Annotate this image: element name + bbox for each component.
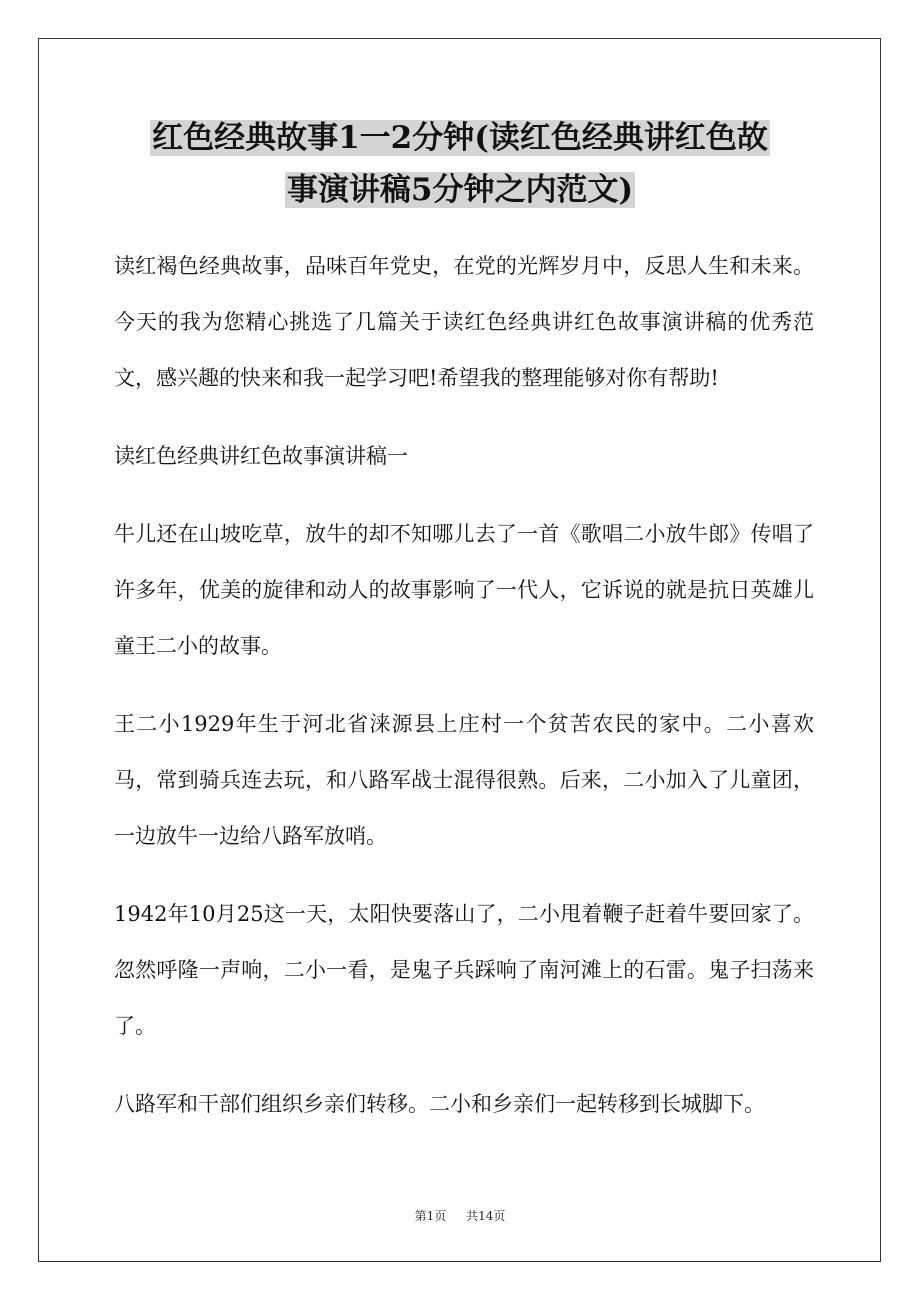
paragraph: 牛儿还在山坡吃草，放牛的却不知哪儿去了一首《歌唱二小放牛郎》传唱了许多年，优美的旋律和动人的故事影响了一代人，它诉说的就是抗日英雄儿童王二小的故事。 [114,522,814,658]
page-total: 共14页 [466,1209,506,1223]
paragraph-intro: 读红褐色经典故事，品味百年党史，在党的光辉岁月中，反思人生和未来。今天的我为您精心挑选了几篇关于读红色经典讲红色故事演讲稿的优秀范文，感兴趣的快来和我一起学习吧!希望我的整理能够对你有帮助! [114,254,814,390]
paragraph: 1942年10月25这一天，太阳快要落山了，二小甩着鞭子赶着牛要回家了。忽然呼隆一声响，二小一看，是鬼子兵踩响了南河滩上的石雷。鬼子扫荡来了。 [114,902,814,1038]
document-title [60,112,860,216]
paragraph: 王二小1929年生于河北省涞源县上庄村一个贫苦农民的家中。二小喜欢马，常到骑兵连去玩，和八路军战士混得很熟。后来，二小加入了儿童团，一边放牛一边给八路军放哨。 [114,712,814,848]
title-line-2: 事演讲稿5分钟之内范文) [286,172,634,208]
page-footer [0,1207,920,1224]
paragraph: 八路军和干部们组织乡亲们转移。二小和乡亲们一起转移到长城脚下。 [114,1092,765,1116]
page-number: 第1页 [414,1209,447,1223]
title-line-1: 红色经典故事1一2分钟(读红色经典讲红色故 [152,120,768,156]
paragraph-heading: 读红色经典讲红色故事演讲稿一 [114,444,408,468]
document-body [114,238,814,1154]
